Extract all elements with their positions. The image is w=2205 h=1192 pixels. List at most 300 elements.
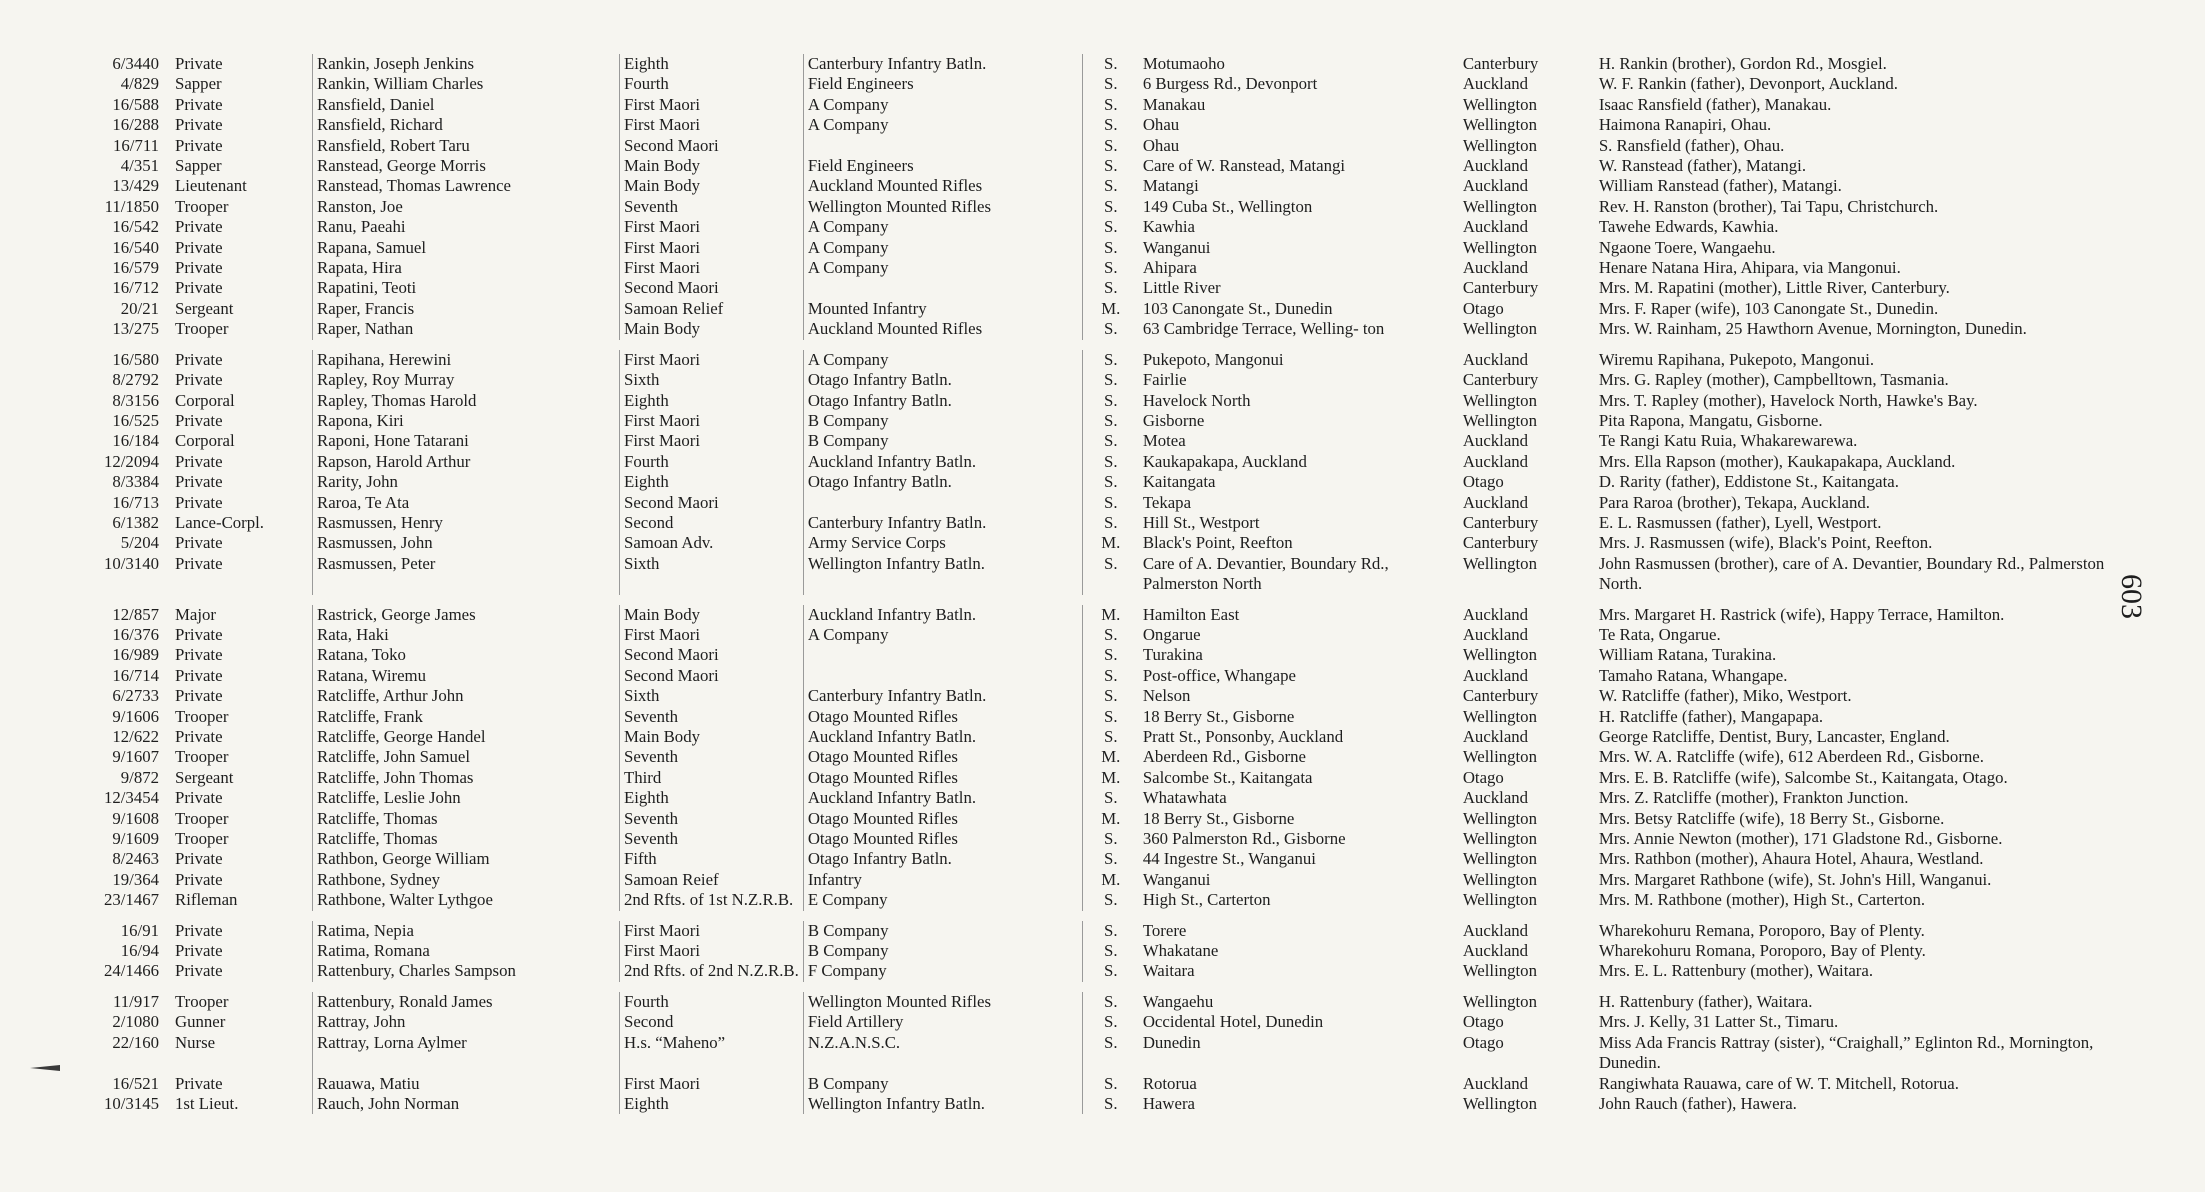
- draft-cell: Second Maori: [620, 666, 804, 686]
- rank-cell: Private: [171, 645, 313, 665]
- draft-cell: First Maori: [620, 1074, 804, 1094]
- unit-cell: Wellington Infantry Batln.: [803, 554, 1082, 595]
- roll-entry: [60, 747, 2120, 767]
- district-cell: Wellington: [1462, 1093, 1537, 1113]
- roll-entry: [60, 217, 2120, 237]
- draft-cell: 2nd Rfts. of 1st N.Z.R.B.: [620, 890, 804, 910]
- regimental-no-cell: 11/917: [113, 991, 159, 1011]
- regimental-no-cell: 16/184: [112, 431, 159, 451]
- next-of-kin-cell: D. Rarity (father), Eddistone St., Kaitangata.: [1598, 472, 1899, 492]
- district-cell: Wellington: [1462, 410, 1537, 430]
- address-cell: Motumaoho: [1142, 54, 1225, 73]
- status-cell: S.: [1104, 217, 1118, 237]
- regimental-no-cell: 9/1606: [112, 706, 159, 726]
- address-cell: Wanganui: [1142, 869, 1211, 889]
- address-cell: Ohau: [1142, 135, 1180, 155]
- next-of-kin-cell: William Ratana, Turakina.: [1598, 645, 1777, 665]
- unit-cell: Infantry: [803, 870, 1082, 890]
- regimental-no-cell: 16/288: [112, 115, 159, 135]
- district-cell: Canterbury: [1462, 54, 1539, 73]
- rank-cell: Private: [171, 136, 313, 156]
- draft-cell: Second Maori: [620, 136, 804, 156]
- draft-cell: Sixth: [620, 686, 804, 706]
- draft-cell: First Maori: [620, 411, 804, 431]
- draft-cell: Samoan Adv.: [620, 533, 804, 553]
- roll-entry: [60, 278, 2120, 298]
- rank-cell: Sapper: [171, 156, 313, 176]
- district-cell: Auckland: [1462, 941, 1529, 961]
- status-cell: S.: [1104, 196, 1118, 216]
- next-of-kin-cell: Rangiwhata Rauawa, care of W. T. Mitchell, Rotorua.: [1598, 1073, 1959, 1093]
- unit-cell: Wellington Infantry Batln.: [803, 1094, 1082, 1114]
- unit-cell: A Company: [803, 258, 1082, 278]
- name-cell: Rapana, Samuel: [313, 238, 620, 258]
- unit-cell: Auckland Mounted Rifles: [803, 176, 1082, 196]
- next-of-kin-cell: H. Rattenbury (father), Waitara.: [1598, 991, 1813, 1011]
- status-cell: M.: [1101, 869, 1121, 889]
- roll-entry: [60, 605, 2120, 625]
- district-cell: Canterbury: [1462, 370, 1539, 390]
- status-cell: S.: [1104, 920, 1118, 940]
- draft-cell: Second Maori: [620, 493, 804, 513]
- status-cell: S.: [1104, 991, 1118, 1011]
- address-cell: Motea: [1142, 431, 1186, 451]
- rank-cell: Private: [171, 554, 313, 595]
- status-cell: S.: [1104, 553, 1118, 573]
- regimental-no-cell: 19/364: [112, 869, 159, 889]
- next-of-kin-cell: S. Ransfield (father), Ohau.: [1598, 135, 1785, 155]
- unit-cell: A Company: [803, 95, 1082, 115]
- district-cell: Auckland: [1462, 349, 1529, 369]
- roll-entry: [60, 431, 2120, 451]
- status-cell: M.: [1101, 298, 1121, 318]
- district-cell: Auckland: [1462, 624, 1529, 644]
- unit-cell: N.Z.A.N.S.C.: [803, 1033, 1082, 1074]
- draft-cell: First Maori: [620, 217, 804, 237]
- status-cell: S.: [1104, 961, 1118, 981]
- address-cell: Tekapa: [1142, 492, 1192, 512]
- entry-gap: [60, 911, 2120, 921]
- rank-cell: Private: [171, 1074, 313, 1094]
- district-cell: Auckland: [1462, 74, 1529, 94]
- address-cell: Little River: [1142, 278, 1221, 298]
- status-cell: S.: [1104, 727, 1118, 746]
- draft-cell: First Maori: [620, 350, 804, 370]
- address-cell: Ongarue: [1142, 624, 1201, 644]
- unit-cell: Mounted Infantry: [803, 299, 1082, 319]
- next-of-kin-cell: Henare Natana Hira, Ahipara, via Mangonui.: [1598, 258, 1901, 278]
- unit-cell: Otago Infantry Batln.: [803, 370, 1082, 390]
- next-of-kin-cell: Mrs. W. A. Ratcliffe (wife), 612 Aberdeen Rd., Gisborne.: [1598, 747, 1984, 767]
- unit-cell: Otago Infantry Batln.: [803, 849, 1082, 869]
- district-cell: Auckland: [1462, 920, 1529, 940]
- roll-entry: [60, 961, 2120, 981]
- rank-cell: Private: [171, 115, 313, 135]
- address-cell: Wangaehu: [1142, 991, 1214, 1011]
- district-cell: Canterbury: [1462, 512, 1539, 532]
- rank-cell: Private: [171, 961, 313, 981]
- district-cell: Wellington: [1462, 706, 1537, 726]
- entry-gap-cell: [60, 911, 2120, 921]
- status-cell: S.: [1104, 1073, 1118, 1093]
- name-cell: Ransfield, Daniel: [313, 95, 620, 115]
- next-of-kin-cell: Wiremu Rapihana, Pukepoto, Mangonui.: [1598, 349, 1875, 369]
- draft-cell: Seventh: [620, 197, 804, 217]
- next-of-kin-cell: Wharekohuru Remana, Poroporo, Bay of Plenty.: [1598, 920, 1925, 940]
- roll-entry: [60, 54, 2120, 74]
- rank-cell: Corporal: [171, 431, 313, 451]
- district-cell: Wellington: [1462, 390, 1537, 410]
- rank-cell: Private: [171, 238, 313, 258]
- regimental-no-cell: 22/160: [112, 1032, 159, 1052]
- name-cell: Ratcliffe, Leslie John: [313, 788, 620, 808]
- name-cell: Rapatini, Teoti: [313, 278, 620, 298]
- regimental-no-cell: 16/91: [120, 920, 159, 940]
- name-cell: Ranstead, George Morris: [313, 156, 620, 176]
- status-cell: M.: [1101, 533, 1121, 553]
- roll-entry: [60, 1012, 2120, 1032]
- rank-cell: Private: [171, 258, 313, 278]
- district-cell: Wellington: [1462, 553, 1537, 573]
- next-of-kin-cell: W. Ranstead (father), Matangi.: [1598, 156, 1807, 176]
- next-of-kin-cell: Mrs. J. Kelly, 31 Latter St., Timaru.: [1598, 1012, 1839, 1032]
- next-of-kin-cell: Para Raroa (brother), Tekapa, Auckland.: [1598, 492, 1870, 512]
- regimental-no-cell: 4/829: [120, 74, 159, 94]
- status-cell: S.: [1104, 472, 1118, 492]
- draft-cell: 2nd Rfts. of 2nd N.Z.R.B.: [620, 961, 804, 981]
- regimental-no-cell: 16/713: [112, 492, 159, 512]
- status-cell: S.: [1104, 788, 1118, 808]
- address-cell: Manakau: [1142, 94, 1206, 114]
- regimental-no-cell: 9/1608: [112, 808, 159, 828]
- status-cell: S.: [1104, 624, 1118, 644]
- name-cell: Rarity, John: [313, 472, 620, 492]
- status-cell: M.: [1101, 808, 1121, 828]
- regimental-no-cell: 8/3384: [112, 472, 159, 492]
- rank-cell: Trooper: [171, 707, 313, 727]
- regimental-no-cell: 16/712: [112, 278, 159, 298]
- roll-entry: [60, 554, 2120, 595]
- next-of-kin-cell: Mrs. Betsy Ratcliffe (wife), 18 Berry St., Gisborne.: [1598, 808, 1945, 828]
- district-cell: Auckland: [1462, 156, 1529, 176]
- rank-cell: Corporal: [171, 391, 313, 411]
- unit-cell: [803, 666, 1082, 686]
- unit-cell: Canterbury Infantry Batln.: [803, 686, 1082, 706]
- next-of-kin-cell: H. Ratcliffe (father), Mangapapa.: [1598, 706, 1824, 726]
- unit-cell: Field Engineers: [803, 74, 1082, 94]
- address-cell: Pukepoto, Mangonui: [1142, 349, 1284, 369]
- unit-cell: A Company: [803, 217, 1082, 237]
- district-cell: Wellington: [1462, 829, 1537, 849]
- regimental-no-cell: 12/3454: [103, 788, 159, 808]
- draft-cell: Main Body: [620, 605, 804, 625]
- rank-cell: Major: [171, 605, 313, 625]
- name-cell: Rasmussen, John: [313, 533, 620, 553]
- rank-cell: Private: [171, 727, 313, 747]
- address-cell: 63 Cambridge Terrace, Welling- ton: [1142, 319, 1385, 339]
- name-cell: Rastrick, George James: [313, 605, 620, 625]
- name-cell: Rapihana, Herewini: [313, 350, 620, 370]
- rank-cell: Trooper: [171, 747, 313, 767]
- status-cell: S.: [1104, 319, 1118, 339]
- draft-cell: Main Body: [620, 176, 804, 196]
- unit-cell: Otago Mounted Rifles: [803, 809, 1082, 829]
- draft-cell: Seventh: [620, 707, 804, 727]
- rank-cell: Private: [171, 54, 313, 74]
- regimental-no-cell: 16/711: [113, 135, 159, 155]
- name-cell: Ratima, Romana: [313, 941, 620, 961]
- rank-cell: Lieutenant: [171, 176, 313, 196]
- name-cell: Ranstead, Thomas Lawrence: [313, 176, 620, 196]
- nominal-roll-table: [60, 54, 2120, 1114]
- next-of-kin-cell: Mrs. Ella Rapson (mother), Kaukapakapa, Auckland.: [1598, 451, 1956, 471]
- unit-cell: A Company: [803, 350, 1082, 370]
- address-cell: Matangi: [1142, 176, 1199, 196]
- next-of-kin-cell: Mrs. J. Rasmussen (wife), Black's Point, Reefton.: [1598, 533, 1933, 553]
- name-cell: Rattray, Lorna Aylmer: [313, 1033, 620, 1074]
- address-cell: Rotorua: [1142, 1073, 1197, 1093]
- status-cell: S.: [1104, 829, 1118, 849]
- name-cell: Ratana, Wiremu: [313, 666, 620, 686]
- regimental-no-cell: 16/588: [112, 94, 159, 114]
- status-cell: S.: [1104, 849, 1118, 869]
- next-of-kin-cell: Ngaone Toere, Wangaehu.: [1598, 237, 1776, 257]
- regimental-no-cell: 16/376: [112, 624, 159, 644]
- status-cell: S.: [1104, 645, 1118, 665]
- draft-cell: Main Body: [620, 156, 804, 176]
- regimental-no-cell: 10/3140: [103, 553, 159, 573]
- unit-cell: B Company: [803, 431, 1082, 451]
- name-cell: Ratcliffe, Arthur John: [313, 686, 620, 706]
- draft-cell: Eighth: [620, 54, 804, 74]
- regimental-no-cell: 12/622: [112, 727, 159, 746]
- next-of-kin-cell: Te Rata, Ongarue.: [1598, 624, 1721, 644]
- address-cell: Aberdeen Rd., Gisborne: [1142, 747, 1306, 767]
- status-cell: S.: [1104, 665, 1118, 685]
- regimental-no-cell: 5/204: [120, 533, 159, 553]
- district-cell: Auckland: [1462, 727, 1529, 746]
- roll-entry: [60, 829, 2120, 849]
- address-cell: Dunedin: [1142, 1032, 1201, 1052]
- district-cell: Canterbury: [1462, 686, 1539, 706]
- regimental-no-cell: 6/3440: [112, 54, 159, 73]
- draft-cell: Fourth: [620, 452, 804, 472]
- district-cell: Wellington: [1462, 237, 1537, 257]
- unit-cell: Auckland Infantry Batln.: [803, 788, 1082, 808]
- rank-cell: Private: [171, 849, 313, 869]
- entry-gap-cell: [60, 340, 2120, 350]
- name-cell: Raper, Nathan: [313, 319, 620, 339]
- district-cell: Otago: [1462, 298, 1504, 318]
- rank-cell: Sergeant: [171, 768, 313, 788]
- status-cell: S.: [1104, 176, 1118, 196]
- address-cell: Fairlie: [1142, 370, 1187, 390]
- status-cell: S.: [1104, 451, 1118, 471]
- status-cell: S.: [1104, 431, 1118, 451]
- entry-gap: [60, 982, 2120, 992]
- entry-gap: [60, 340, 2120, 350]
- name-cell: Rapley, Thomas Harold: [313, 391, 620, 411]
- regimental-no-cell: 24/1466: [103, 961, 159, 981]
- name-cell: Ransfield, Richard: [313, 115, 620, 135]
- address-cell: Hawera: [1142, 1093, 1195, 1113]
- roll-entry: [60, 666, 2120, 686]
- next-of-kin-cell: Isaac Ransfield (father), Manakau.: [1598, 94, 1832, 114]
- regimental-no-cell: 10/3145: [103, 1093, 159, 1113]
- next-of-kin-cell: Mrs. W. Rainham, 25 Hawthorn Avenue, Mornington, Dunedin.: [1598, 319, 2027, 339]
- status-cell: S.: [1104, 370, 1118, 390]
- unit-cell: [803, 136, 1082, 156]
- roll-entry: [60, 727, 2120, 747]
- name-cell: Ratcliffe, Thomas: [313, 829, 620, 849]
- address-cell: Gisborne: [1142, 410, 1205, 430]
- roll-entry: [60, 890, 2120, 910]
- rank-cell: 1st Lieut.: [171, 1094, 313, 1114]
- unit-cell: Auckland Infantry Batln.: [803, 452, 1082, 472]
- regimental-no-cell: 16/542: [112, 217, 159, 237]
- name-cell: Rattray, John: [313, 1012, 620, 1032]
- address-cell: Torere: [1142, 920, 1187, 940]
- roll-entry: [60, 992, 2120, 1012]
- regimental-no-cell: 6/2733: [112, 686, 159, 706]
- rank-cell: Private: [171, 370, 313, 390]
- address-cell: Occidental Hotel, Dunedin: [1142, 1012, 1324, 1032]
- status-cell: S.: [1104, 135, 1118, 155]
- roll-entry: [60, 921, 2120, 941]
- address-cell: 103 Canongate St., Dunedin: [1142, 298, 1333, 318]
- address-cell: Wanganui: [1142, 237, 1211, 257]
- address-cell: Black's Point, Reefton: [1142, 533, 1293, 553]
- district-cell: Wellington: [1462, 991, 1537, 1011]
- regimental-no-cell: 16/580: [112, 349, 159, 369]
- name-cell: Rattenbury, Charles Sampson: [313, 961, 620, 981]
- roll-entry: [60, 1074, 2120, 1094]
- status-cell: S.: [1104, 237, 1118, 257]
- roll-entry: [60, 472, 2120, 492]
- roll-entry: [60, 299, 2120, 319]
- regimental-no-cell: 16/525: [112, 410, 159, 430]
- status-cell: S.: [1104, 390, 1118, 410]
- district-cell: Wellington: [1462, 135, 1537, 155]
- regimental-no-cell: 11/1850: [104, 196, 159, 216]
- rank-cell: Private: [171, 625, 313, 645]
- unit-cell: Auckland Infantry Batln.: [803, 605, 1082, 625]
- unit-cell: Field Artillery: [803, 1012, 1082, 1032]
- draft-cell: Second Maori: [620, 278, 804, 298]
- rank-cell: Trooper: [171, 829, 313, 849]
- roll-entry: [60, 197, 2120, 217]
- rank-cell: Private: [171, 95, 313, 115]
- roll-entry: [60, 411, 2120, 431]
- roll-entry: [60, 258, 2120, 278]
- status-cell: S.: [1104, 54, 1118, 73]
- district-cell: Wellington: [1462, 319, 1537, 339]
- roll-entry: [60, 870, 2120, 890]
- address-cell: 18 Berry St., Gisborne: [1142, 706, 1295, 726]
- roll-entry: [60, 809, 2120, 829]
- regimental-no-cell: 16/521: [112, 1073, 159, 1093]
- next-of-kin-cell: Mrs. Margaret Rathbone (wife), St. John's Hill, Wanganui.: [1598, 869, 1992, 889]
- name-cell: Ratcliffe, John Samuel: [313, 747, 620, 767]
- draft-cell: Fifth: [620, 849, 804, 869]
- status-cell: S.: [1104, 706, 1118, 726]
- draft-cell: First Maori: [620, 431, 804, 451]
- district-cell: Wellington: [1462, 869, 1537, 889]
- rank-cell: Private: [171, 666, 313, 686]
- name-cell: Rattenbury, Ronald James: [313, 992, 620, 1012]
- unit-cell: Otago Mounted Rifles: [803, 747, 1082, 767]
- next-of-kin-cell: John Rauch (father), Hawera.: [1598, 1093, 1797, 1113]
- status-cell: S.: [1104, 156, 1118, 176]
- entry-gap-cell: [60, 982, 2120, 992]
- status-cell: S.: [1104, 349, 1118, 369]
- roll-entry: [60, 156, 2120, 176]
- name-cell: Ratcliffe, Thomas: [313, 809, 620, 829]
- next-of-kin-cell: Mrs. Annie Newton (mother), 171 Gladstone Rd., Gisborne.: [1598, 829, 2003, 849]
- address-cell: 360 Palmerston Rd., Gisborne: [1142, 829, 1346, 849]
- status-cell: S.: [1104, 1012, 1118, 1032]
- next-of-kin-cell: Mrs. Margaret H. Rastrick (wife), Happy Terrace, Hamilton.: [1598, 604, 2005, 624]
- name-cell: Raponi, Hone Tatarani: [313, 431, 620, 451]
- name-cell: Raroa, Te Ata: [313, 493, 620, 513]
- draft-cell: Sixth: [620, 370, 804, 390]
- status-cell: S.: [1104, 258, 1118, 278]
- name-cell: Rauawa, Matiu: [313, 1074, 620, 1094]
- regimental-no-cell: 13/275: [112, 319, 159, 339]
- next-of-kin-cell: Pita Rapona, Mangatu, Gisborne.: [1598, 410, 1823, 430]
- status-cell: S.: [1104, 1032, 1118, 1052]
- regimental-no-cell: 8/3156: [112, 390, 159, 410]
- draft-cell: Fourth: [620, 992, 804, 1012]
- address-cell: Havelock North: [1142, 390, 1251, 410]
- regimental-no-cell: 8/2792: [112, 370, 159, 390]
- status-cell: S.: [1104, 278, 1118, 298]
- roll-entry: [60, 452, 2120, 472]
- status-cell: S.: [1104, 74, 1118, 94]
- status-cell: S.: [1104, 1093, 1118, 1113]
- unit-cell: [803, 645, 1082, 665]
- draft-cell: Second Maori: [620, 645, 804, 665]
- draft-cell: First Maori: [620, 258, 804, 278]
- roll-entry: [60, 1094, 2120, 1114]
- status-cell: S.: [1104, 890, 1118, 910]
- name-cell: Rapona, Kiri: [313, 411, 620, 431]
- regimental-no-cell: 12/857: [112, 604, 159, 624]
- regimental-no-cell: 9/1609: [112, 829, 159, 849]
- district-cell: Wellington: [1462, 747, 1537, 767]
- unit-cell: A Company: [803, 238, 1082, 258]
- next-of-kin-cell: Miss Ada Francis Rattray (sister), “Craighall,” Eglinton Rd., Mornington, Dunedin.: [1598, 1032, 2094, 1073]
- draft-cell: Samoan Reief: [620, 870, 804, 890]
- draft-cell: Third: [620, 768, 804, 788]
- draft-cell: Sixth: [620, 554, 804, 595]
- rank-cell: Private: [171, 921, 313, 941]
- unit-cell: B Company: [803, 411, 1082, 431]
- district-cell: Auckland: [1462, 451, 1529, 471]
- district-cell: Wellington: [1462, 961, 1537, 981]
- next-of-kin-cell: Mrs. M. Rathbone (mother), High St., Carterton.: [1598, 890, 1926, 910]
- roll-entry: [60, 788, 2120, 808]
- rank-cell: Gunner: [171, 1012, 313, 1032]
- unit-cell: A Company: [803, 115, 1082, 135]
- name-cell: Rapson, Harold Arthur: [313, 452, 620, 472]
- draft-cell: Eighth: [620, 1094, 804, 1114]
- district-cell: Auckland: [1462, 604, 1529, 624]
- rank-cell: Sapper: [171, 74, 313, 94]
- unit-cell: Otago Mounted Rifles: [803, 768, 1082, 788]
- rank-cell: Sergeant: [171, 299, 313, 319]
- address-cell: Hamilton East: [1142, 604, 1240, 624]
